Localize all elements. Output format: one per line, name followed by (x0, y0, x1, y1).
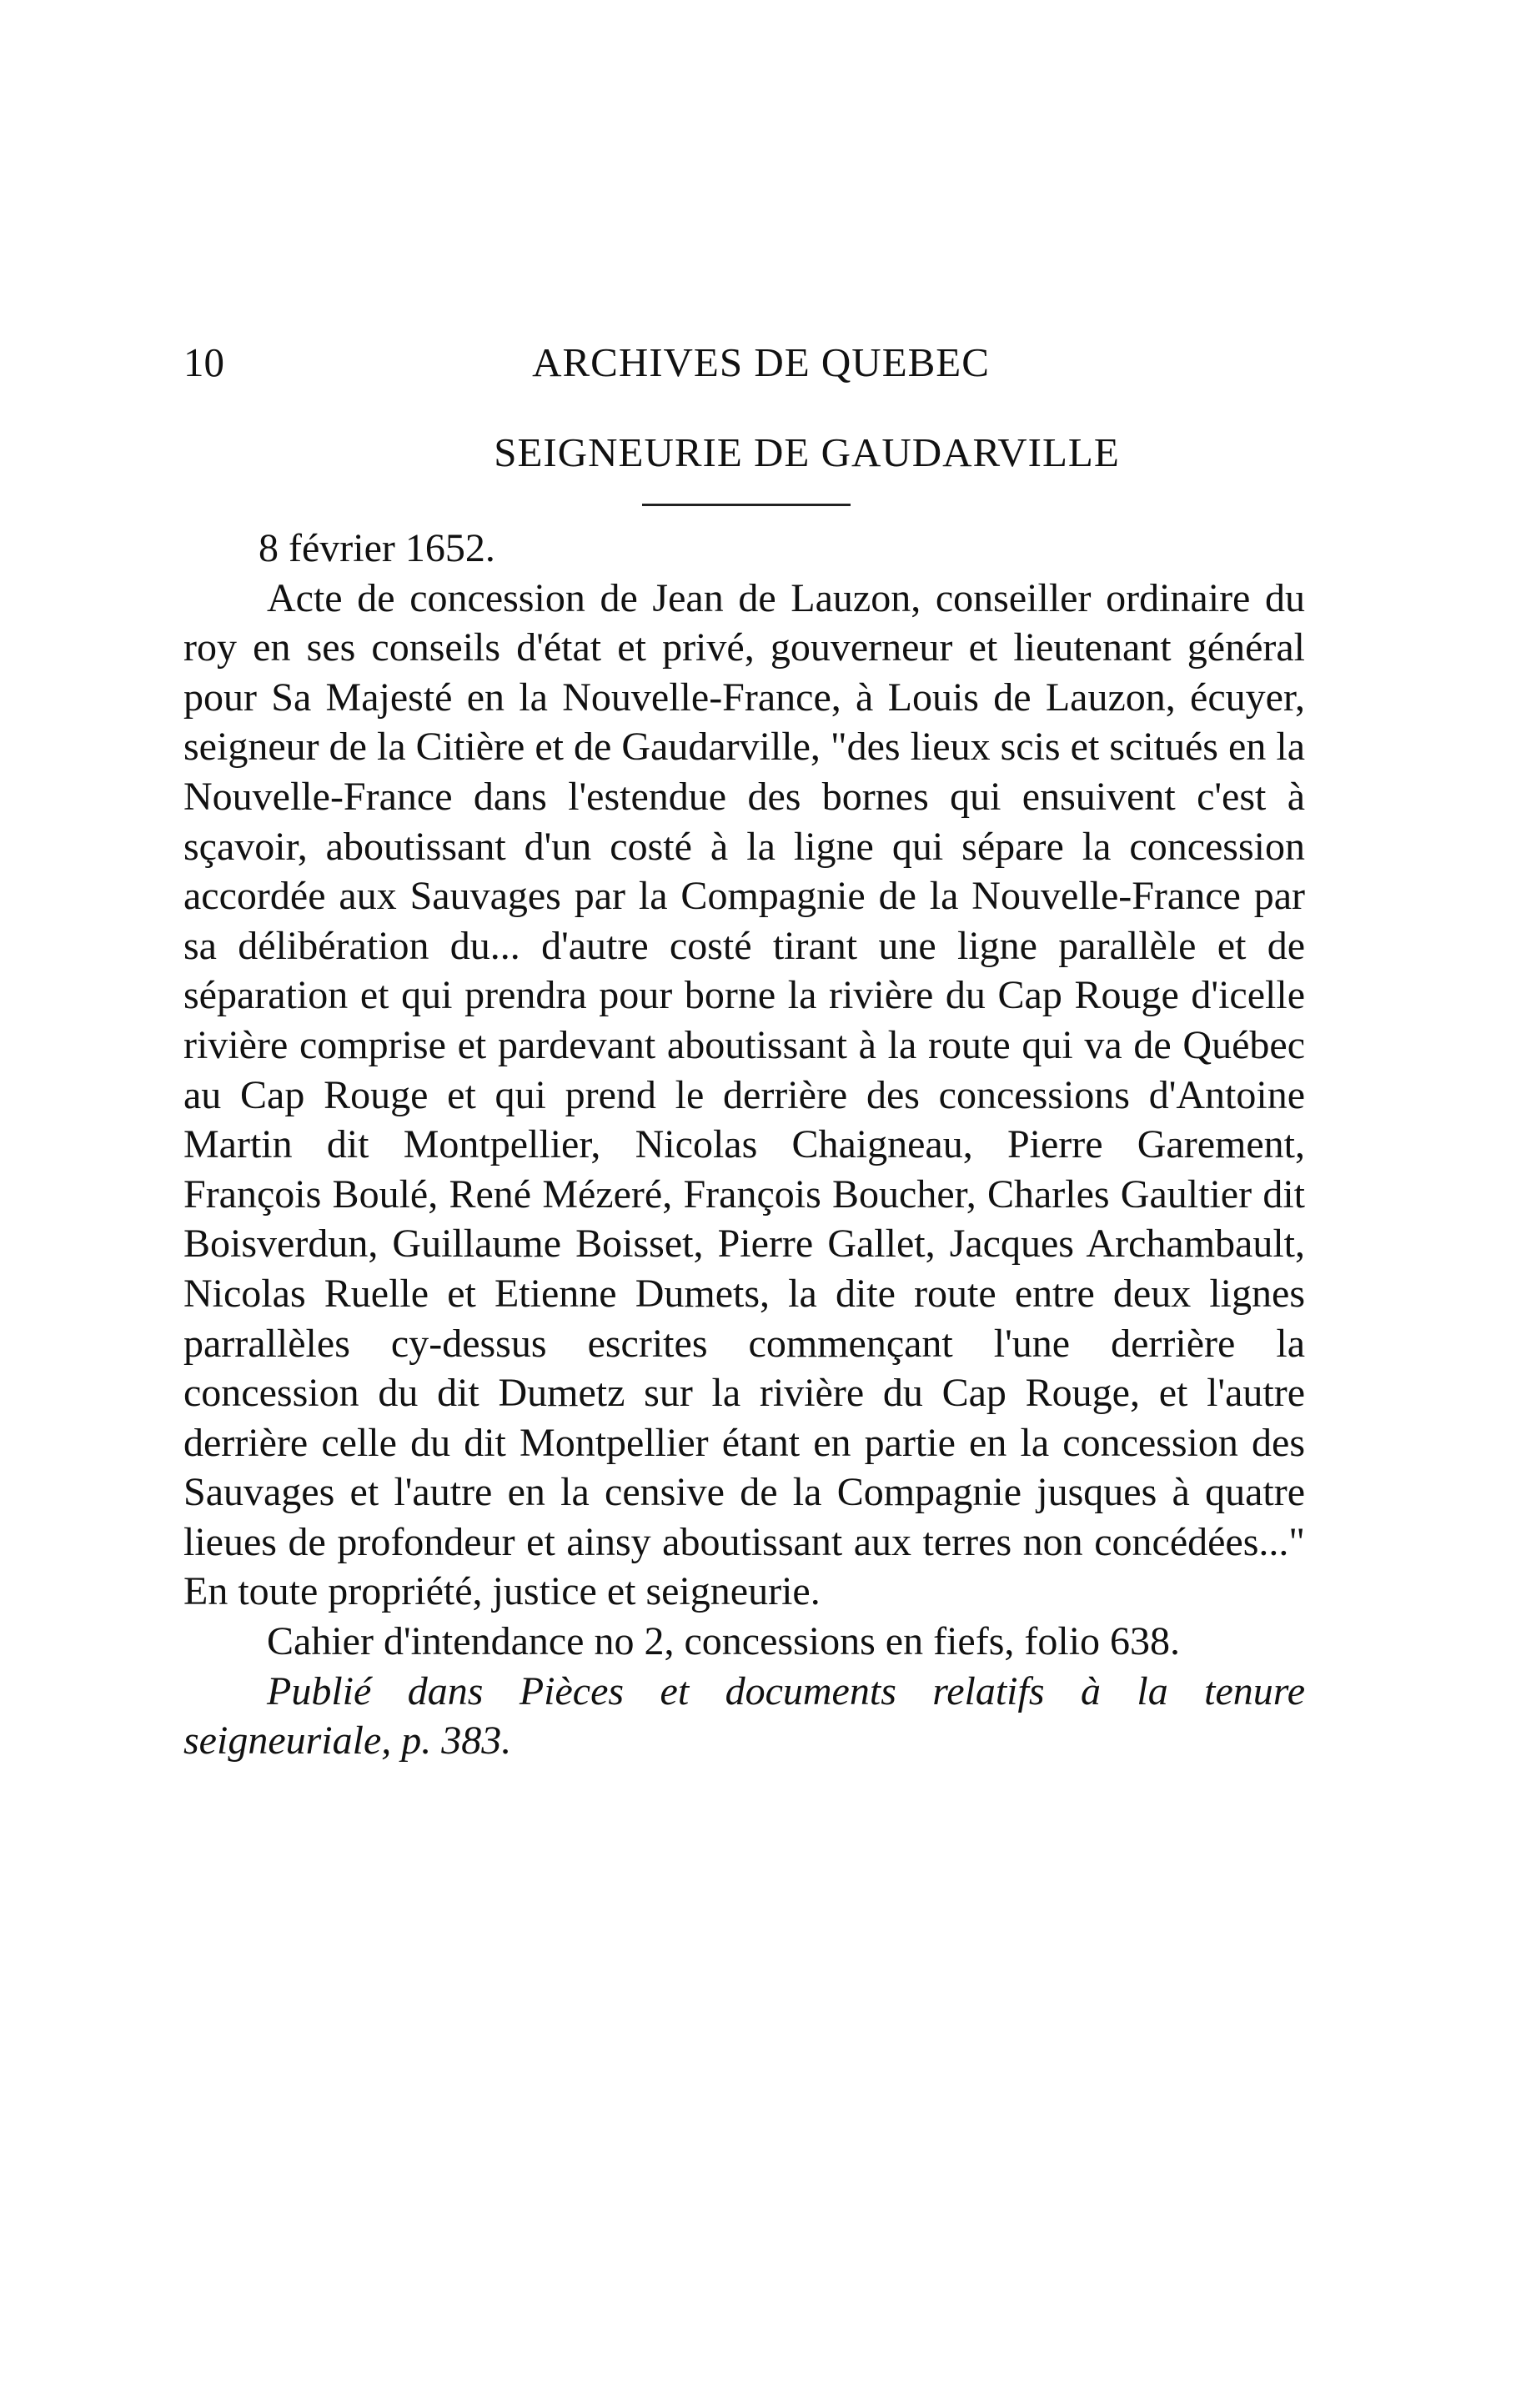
entry-paragraph: Acte de concession de Jean de Lauzon, conseiller ordinaire du roy en ses conseils d'état et privé, gouverneur et lieutenant général pour Sa Majesté en la Nouvelle-France, à Louis de Lauzon, écuyer, seigneur de la Citière et de Gaudarville, "des lieux scis et scitués en la Nouvelle-France dans l'estendue des bornes qui ensuivent c'est à sçavoir, aboutissant d'un costé à la ligne qui sépare la concession accordée aux Sauvages par la Compagnie de la Nouvelle-France par sa délibération du... d'autre costé tirant une ligne parallèle et de séparation et qui prendra pour borne la rivière du Cap Rouge d'icelle rivière comprise et pardevant aboutissant à la route qui va de Québec au Cap Rouge et qui prend le derrière des concessions d'Antoine Martin dit Montpellier, Nicolas Chaigneau, Pierre Garement, François Boulé, René Mézeré, François Boucher, Charles Gaultier dit Boisverdun, Guillaume Boisset, Pierre Gallet, Jacques Archambault, Nicolas Ruelle et Etienne Dumets, la dite route entre deux lignes parrallèles cy-dessus escrites commençant l'une derrière la concession du dit Dumetz sur la rivière du Cap Rouge, et l'autre derrière celle du dit Montpellier étant en partie en la concession des Sauvages et l'autre en la censive de la Compagnie jusques à quatre lieues de profondeur et ainsy aboutissant aux terres non concédées..." En toute propriété, justice et seigneurie. (183, 575, 1305, 1614)
entry-source: Cahier d'intendance no 2, concessions en fiefs, folio 638. (267, 1619, 1181, 1664)
entry-body (183, 524, 1305, 1766)
page-header (183, 334, 1305, 392)
title-rule (642, 504, 851, 506)
running-title: ARCHIVES DE QUEBEC (532, 339, 990, 385)
page-number: 10 (183, 339, 224, 385)
entry-publication: Publié dans Pièces et documents relatifs à la tenure seigneuriale, p. 383. (183, 1668, 1305, 1763)
entry-date: 8 février 1652. (259, 526, 495, 570)
section-title: SEIGNEURIE DE GAUDARVILLE (494, 429, 1120, 475)
